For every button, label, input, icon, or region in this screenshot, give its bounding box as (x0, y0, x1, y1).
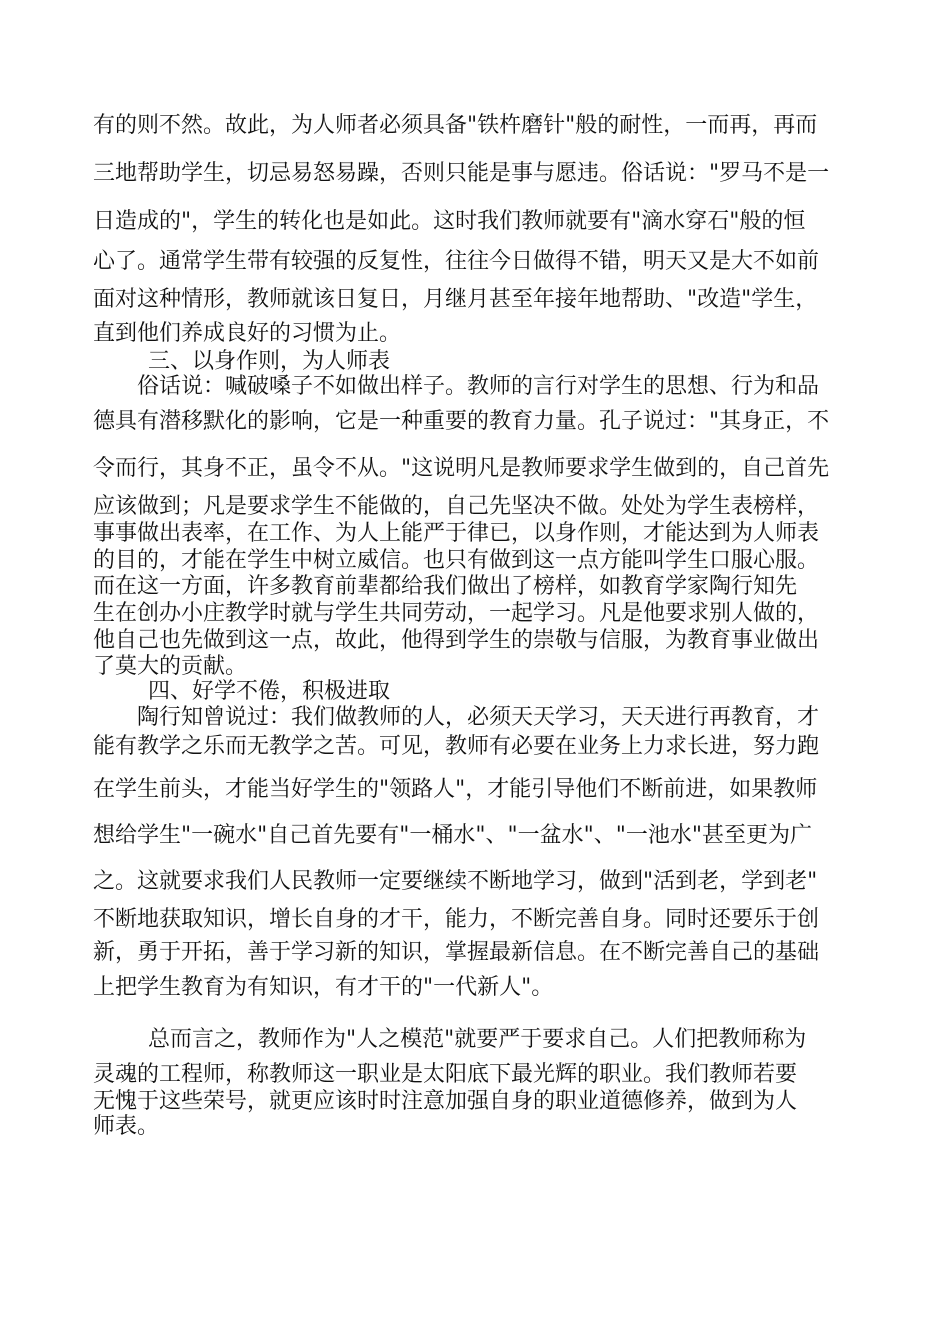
text-line: 令而行，其身不正，虽令不从。"这说明凡是教师要求学生做到的，自己首先 (93, 456, 830, 481)
text-line: 面对这种情形，教师就该日复日，月继月甚至年接年地帮助、"改造"学生， (93, 287, 818, 312)
text-line: 新，勇于开拓，善于学习新的知识，掌握最新信息。在不断完善自己的基础 (93, 940, 820, 965)
text-line: 在学生前头，才能当好学生的"领路人"，才能引导他们不断前进，如果教师 (93, 777, 818, 802)
text-line: 俗话说：喊破嗓子不如做出样子。教师的言行对学生的思想、行为和品 (137, 374, 820, 399)
text-line: 了莫大的贡献。 (93, 654, 248, 679)
text-line: 想给学生"一碗水"自己首先要有"一桶水"、"一盆水"、"一池水"甚至更为广 (93, 823, 812, 848)
text-line: 的目的，才能在学生中树立威信。也只有做到这一点方能叫学生口服心服。 (93, 548, 820, 573)
section-heading: 四、好学不倦，积极进取 (148, 679, 391, 704)
text-line: 而在这一方面，许多教育前辈都给我们做出了榜样，如教育学家陶行知先 (93, 574, 798, 599)
section-heading: 三、以身作则，为人师表 (148, 349, 391, 374)
text-line: 应该做到；凡是要求学生不能做的，自己先坚决不做。处处为学生表榜样， (93, 494, 820, 519)
text-line: 心了。通常学生带有较强的反复性，往往今日做得不错，明天又是大不如前 (93, 249, 820, 274)
text-line: 无愧于这些荣号，就更应该时时注意加强自身的职业道德修养，做到为人 (93, 1089, 798, 1114)
text-line: 德具有潜移默化的影响，它是一种重要的教育力量。孔子说过："其身正，不 (93, 409, 830, 434)
text-line: 灵魂的工程师，称教师这一职业是太阳底下最光辉的职业。我们教师若要 (93, 1062, 798, 1087)
text-line: 日造成的"，学生的转化也是如此。这时我们教师就要有"滴水穿石"般的恒 (93, 209, 806, 234)
text-line: 能有教学之乐而无教学之苦。可见，教师有必要在业务上力求长进，努力跑 (93, 734, 820, 759)
text-line: 师表。 (93, 1114, 160, 1139)
text-line: 生在创办小庄教学时就与学生共同劳动，一起学习。凡是他要求别人做的， (93, 601, 820, 626)
text-line: 三地帮助学生，切忌易怒易躁，否则只能是事与愿违。俗话说："罗马不是一 (93, 161, 830, 186)
text-line: 事事做出表率，在工作、为人上能严于律已，以身作则，才能达到为人师表 (93, 521, 820, 546)
text-line: 不断地获取知识，增长自身的才干，能力，不断完善自身。同时还要乐于创 (93, 907, 820, 932)
text-line: 总而言之，教师作为"人之模范"就要严于要求自己。人们把教师称为 (148, 1027, 807, 1052)
text-line: 上把学生教育为有知识，有才干的"一代新人"。 (93, 975, 554, 1000)
text-line: 有的则不然。故此，为人师者必须具备"铁杵磨针"般的耐性，一而再，再而 (93, 113, 818, 138)
text-line: 他自己也先做到这一点，故此，他得到学生的崇敬与信服，为教育事业做出 (93, 628, 820, 653)
text-line: 直到他们养成良好的习惯为止。 (93, 321, 402, 346)
text-line: 陶行知曾说过：我们做教师的人，必须天天学习，天天进行再教育，才 (137, 705, 820, 730)
text-line: 之。这就要求我们人民教师一定要继续不断地学习，做到"活到老，学到老" (93, 869, 818, 894)
